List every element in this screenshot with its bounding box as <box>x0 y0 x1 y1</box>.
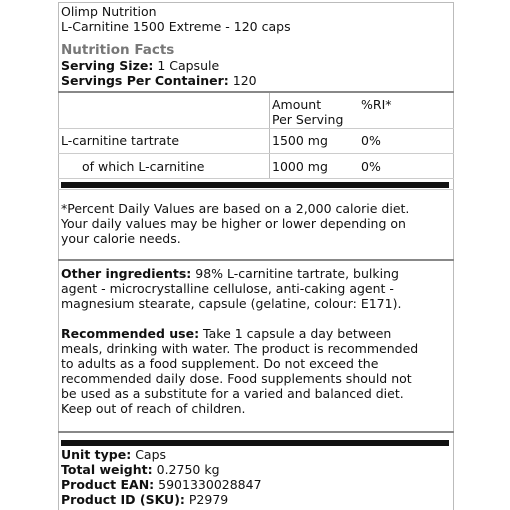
divider <box>58 431 454 433</box>
product-sku <box>61 492 228 507</box>
weight-label: Total weight: <box>61 462 153 477</box>
usage-line: to adults as a food supplement. Do not exceed the <box>61 356 379 371</box>
ingredients-text: 98% L-carnitine tartrate, bulking <box>191 266 399 281</box>
ean-value: 5901330028847 <box>154 477 262 492</box>
total-weight <box>61 462 220 477</box>
footnote-line: Your daily values may be higher or lower depending on <box>61 216 406 231</box>
footnote-line: your calorie needs. <box>61 231 181 246</box>
unit-type-label: Unit type: <box>61 447 132 462</box>
divider <box>58 153 454 154</box>
sku-value: P2979 <box>184 492 229 507</box>
thick-divider <box>61 440 449 446</box>
usage-line <box>61 326 391 341</box>
servings-value: 120 <box>232 73 257 88</box>
row-amount: 1500 mg <box>272 133 328 148</box>
col-amount-line1: Amount <box>272 97 322 112</box>
divider <box>58 189 454 190</box>
serving-size-value: 1 Capsule <box>157 58 220 73</box>
ingredients-line: magnesium stearate, capsule (gelatine, colour: E171). <box>61 296 402 311</box>
unit-type-value: Caps <box>131 447 167 462</box>
product-name: L-Carnitine 1500 Extreme - 120 caps <box>61 19 291 34</box>
ean-label: Product EAN: <box>61 477 155 492</box>
row-ri: 0% <box>361 159 381 174</box>
col-amount-line2: Per Serving <box>272 112 344 127</box>
divider <box>58 91 454 93</box>
servings-label: Servings Per Container: <box>61 73 229 88</box>
sku-label: Product ID (SKU): <box>61 492 185 507</box>
divider <box>58 128 454 129</box>
weight-value: 0.2750 kg <box>152 462 220 477</box>
thick-divider <box>61 182 449 188</box>
ingredients-line <box>61 266 399 281</box>
usage-line: recommended daily dose. Food supplements should not <box>61 371 412 386</box>
divider <box>58 259 454 261</box>
usage-line: be used as a substitute for a varied and balanced diet. <box>61 386 404 401</box>
usage-text: Take 1 capsule a day between <box>199 326 392 341</box>
usage-line: Keep out of reach of children. <box>61 401 246 416</box>
row-name: L-carnitine tartrate <box>61 133 180 148</box>
serving-size-label: Serving Size: <box>61 58 154 73</box>
divider <box>58 178 454 179</box>
product-ean <box>61 477 262 492</box>
servings-per-container <box>61 73 257 88</box>
brand-name: Olimp Nutrition <box>61 4 157 19</box>
footnote-line: *Percent Daily Values are based on a 2,000 calorie diet. <box>61 201 410 216</box>
row-amount: 1000 mg <box>272 159 328 174</box>
row-ri: 0% <box>361 133 381 148</box>
row-name: of which L-carnitine <box>82 159 205 174</box>
facts-title: Nutrition Facts <box>61 42 175 58</box>
serving-size <box>61 58 219 73</box>
ingredients-label: Other ingredients: <box>61 266 192 281</box>
usage-line: meals, drinking with water. The product is recommended <box>61 341 419 356</box>
col-ri: %RI* <box>361 97 392 112</box>
usage-label: Recommended use: <box>61 326 200 341</box>
column-divider <box>269 93 270 179</box>
unit-type <box>61 447 166 462</box>
ingredients-line: agent - microcrystalline cellulose, anti-caking agent - <box>61 281 394 296</box>
